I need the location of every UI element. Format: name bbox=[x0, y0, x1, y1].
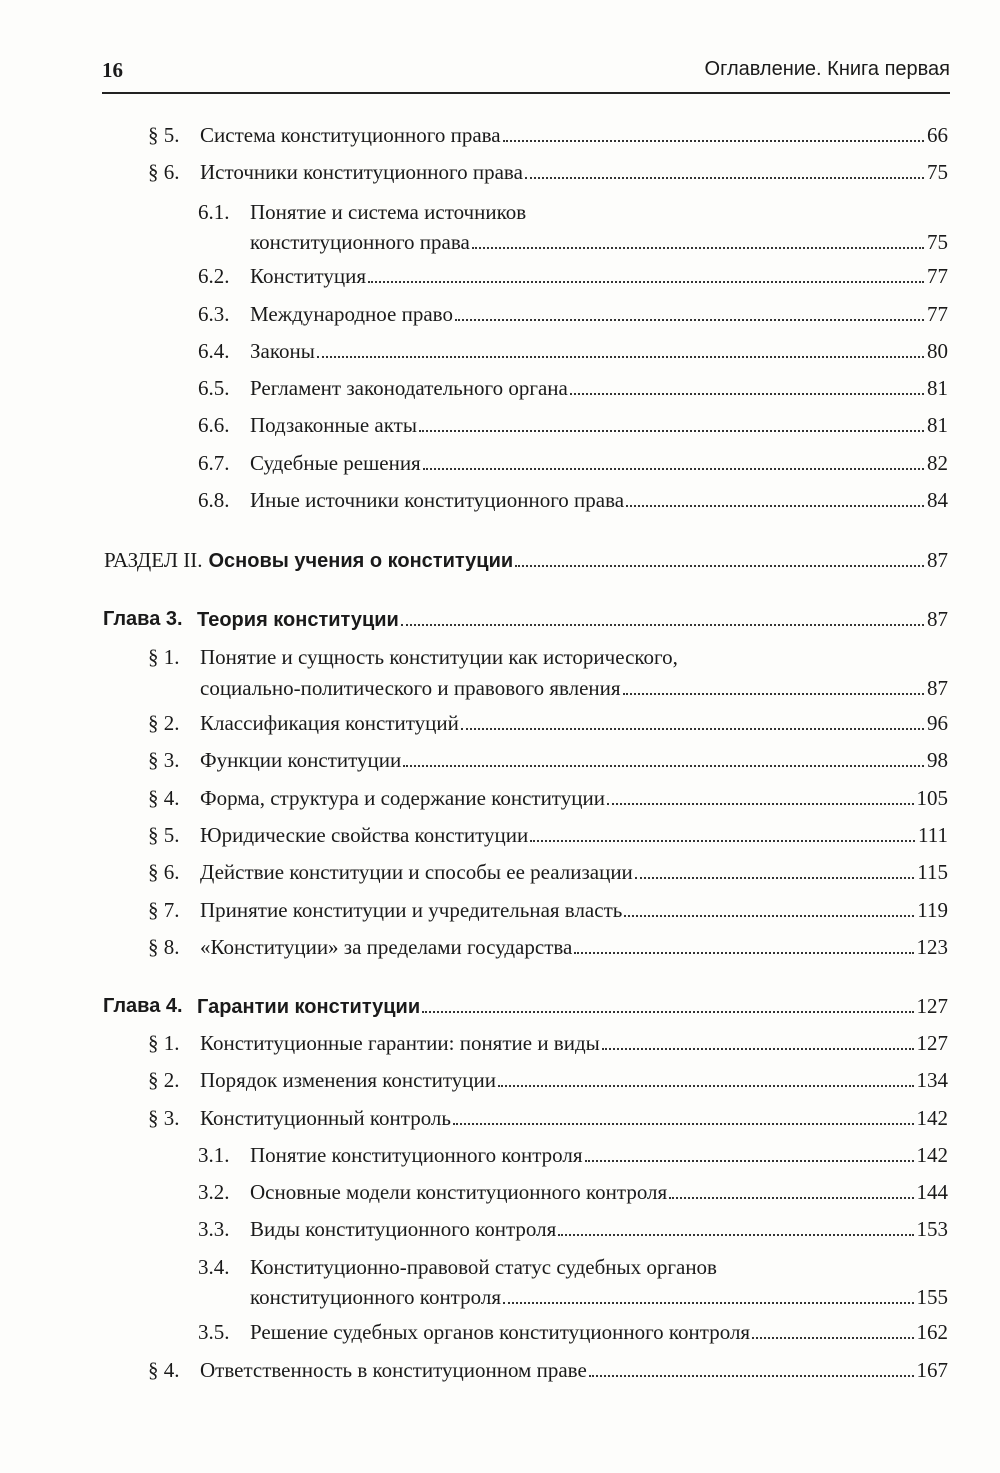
dot-leader bbox=[461, 728, 924, 730]
toc-entry-title: Подзаконные акты bbox=[250, 413, 417, 437]
toc-entry-number: § 1. bbox=[148, 645, 180, 669]
dot-leader bbox=[530, 840, 915, 842]
toc-entry-title: Действие конституции и способы ее реализации bbox=[200, 860, 633, 884]
toc-entry-page: 115 bbox=[917, 860, 948, 884]
toc-entry-title: Понятие конституционного контроля bbox=[250, 1143, 583, 1167]
dot-leader bbox=[585, 1160, 914, 1162]
toc-entry-title: Регламент законодательного органа bbox=[250, 376, 568, 400]
toc-entry-title-line1: Понятие и сущность конституции как исторического, bbox=[200, 645, 678, 669]
toc-entry-page: 81 bbox=[927, 413, 948, 437]
dot-leader bbox=[317, 356, 924, 358]
toc-entry-number: 6.6. bbox=[198, 413, 230, 437]
dot-leader bbox=[752, 1337, 913, 1339]
dot-leader bbox=[669, 1197, 913, 1199]
toc-entry-page: 153 bbox=[916, 1217, 948, 1241]
toc-chapter-entry[interactable] bbox=[103, 605, 948, 634]
toc-entry-page: 167 bbox=[916, 1358, 948, 1382]
dot-leader bbox=[472, 247, 924, 249]
toc-entry[interactable] bbox=[198, 262, 948, 290]
toc-entry-title: Решение судебных органов конституционного контроля bbox=[250, 1320, 751, 1344]
toc-entry-number: § 4. bbox=[148, 786, 180, 810]
toc-entry-title: Юридические свойства конституции bbox=[200, 823, 529, 847]
toc-entry[interactable] bbox=[148, 1029, 948, 1057]
toc-entry[interactable] bbox=[148, 643, 948, 702]
toc-entry[interactable] bbox=[198, 411, 948, 439]
toc-entry[interactable] bbox=[148, 1104, 948, 1132]
toc-entry[interactable] bbox=[148, 121, 948, 149]
toc-entry-page: 96 bbox=[927, 711, 948, 735]
toc-entry[interactable] bbox=[198, 1141, 948, 1169]
toc-entry-page: 142 bbox=[916, 1143, 948, 1167]
toc-entry[interactable] bbox=[148, 821, 948, 849]
dot-leader bbox=[574, 952, 913, 954]
dot-leader bbox=[423, 468, 924, 470]
toc-entry[interactable] bbox=[198, 198, 948, 256]
dot-leader bbox=[503, 140, 924, 142]
toc-entry[interactable] bbox=[198, 449, 948, 477]
toc-entry-number: § 5. bbox=[148, 123, 180, 147]
toc-entry-page: 134 bbox=[916, 1068, 948, 1092]
toc-entry-title: Источники конституционного права bbox=[200, 160, 523, 184]
dot-leader bbox=[570, 393, 924, 395]
toc-entry-page: 155 bbox=[916, 1285, 948, 1309]
toc-entry-page: 82 bbox=[927, 451, 948, 475]
toc-entry-number: § 7. bbox=[148, 898, 180, 922]
toc-entry-page: 87 bbox=[927, 607, 948, 631]
toc-entry-page: 87 bbox=[927, 548, 948, 572]
toc-entry-title: Законы bbox=[250, 339, 315, 363]
toc-entry[interactable] bbox=[198, 486, 948, 514]
toc-entry[interactable] bbox=[148, 1356, 948, 1384]
toc-entry[interactable] bbox=[148, 1066, 948, 1094]
dot-leader bbox=[453, 1123, 914, 1125]
toc-entry-number: § 6. bbox=[148, 860, 180, 884]
toc-entry-page: 105 bbox=[916, 786, 948, 810]
dot-leader bbox=[623, 693, 924, 695]
toc-entry-number: 3.2. bbox=[198, 1180, 230, 1204]
dot-leader bbox=[589, 1375, 914, 1377]
toc-entry[interactable] bbox=[148, 858, 948, 886]
toc-entry[interactable] bbox=[148, 784, 948, 812]
toc-entry-title: Международное право bbox=[250, 302, 453, 326]
toc-entry-number: Глава 4. bbox=[103, 995, 183, 1017]
dot-leader bbox=[455, 319, 924, 321]
toc-entry-title: Гарантии конституции bbox=[197, 996, 421, 1018]
toc-entry-number: § 2. bbox=[148, 711, 180, 735]
toc-entry-title: Основы учения о конституции bbox=[208, 550, 514, 572]
toc-entry-page: 142 bbox=[916, 1106, 948, 1130]
toc-entry-number: 3.1. bbox=[198, 1143, 230, 1167]
toc-entry-number: 6.3. bbox=[198, 302, 230, 326]
toc-entry-page: 111 bbox=[918, 823, 948, 847]
toc-entry-page: 80 bbox=[927, 339, 948, 363]
toc-section-prefix: РАЗДЕЛ II. bbox=[104, 548, 203, 572]
toc-entry-title: Функции конституции bbox=[200, 748, 402, 772]
dot-leader bbox=[401, 624, 924, 626]
toc-entry[interactable] bbox=[198, 1253, 948, 1311]
toc-entry-number: § 6. bbox=[148, 160, 180, 184]
toc-entry-title: Принятие конституции и учредительная власть bbox=[200, 898, 623, 922]
toc-entry-number: 6.7. bbox=[198, 451, 230, 475]
toc-entry-page: 98 bbox=[927, 748, 948, 772]
toc-entry-title-line1: Понятие и система источников bbox=[250, 200, 527, 224]
dot-leader bbox=[503, 1302, 914, 1304]
dot-leader bbox=[422, 1011, 913, 1013]
toc-entry-number: 6.4. bbox=[198, 339, 230, 363]
toc-entry-title: Форма, структура и содержание конституции bbox=[200, 786, 605, 810]
toc-entry-number: 3.3. bbox=[198, 1217, 230, 1241]
toc-entry-page: 84 bbox=[927, 488, 948, 512]
toc-entry-page: 119 bbox=[917, 898, 948, 922]
toc-entry-page: 77 bbox=[927, 302, 948, 326]
toc-entry-page: 123 bbox=[916, 935, 948, 959]
toc-entry-page: 77 bbox=[927, 264, 948, 288]
toc-entry-title-line1: Конституционно-правовой статус судебных органов bbox=[250, 1255, 717, 1279]
toc-entry-number: 6.5. bbox=[198, 376, 230, 400]
toc-entry[interactable] bbox=[148, 158, 948, 186]
toc-entry-number: 3.4. bbox=[198, 1255, 230, 1279]
toc-entry-number: § 8. bbox=[148, 935, 180, 959]
toc-entry-title: конституционного права bbox=[250, 230, 470, 254]
toc-entry-number: § 1. bbox=[148, 1031, 180, 1055]
toc-entry-number: § 3. bbox=[148, 748, 180, 772]
toc-entry[interactable] bbox=[198, 1318, 948, 1346]
toc-entry[interactable] bbox=[148, 896, 948, 924]
toc-entry[interactable] bbox=[198, 1178, 948, 1206]
toc-entry-title: Конституционный контроль bbox=[200, 1106, 451, 1130]
dot-leader bbox=[525, 177, 924, 179]
toc-entry-title: Классификация конституций bbox=[200, 711, 459, 735]
toc-entry-title: Теория конституции bbox=[197, 609, 399, 631]
dot-leader bbox=[626, 505, 924, 507]
toc-entry-title: Основные модели конституционного контроля bbox=[250, 1180, 668, 1204]
toc-entry-number: 6.2. bbox=[198, 264, 230, 288]
toc-entry[interactable] bbox=[198, 300, 948, 328]
dot-leader bbox=[558, 1234, 913, 1236]
dot-leader bbox=[635, 877, 914, 879]
dot-leader bbox=[515, 565, 924, 567]
toc-entry-title: Порядок изменения конституции bbox=[200, 1068, 496, 1092]
toc-entry-page: 75 bbox=[927, 160, 948, 184]
toc-entry-title: Конституция bbox=[250, 264, 366, 288]
toc-entry[interactable] bbox=[148, 933, 948, 961]
toc-section-entry[interactable] bbox=[104, 546, 948, 575]
toc-entry-number: 3.5. bbox=[198, 1320, 230, 1344]
toc-entry-number: § 4. bbox=[148, 1358, 180, 1382]
toc-entry-title: Система конституционного права bbox=[200, 123, 501, 147]
toc-entry-page: 75 bbox=[927, 230, 948, 254]
toc-entry-number: § 5. bbox=[148, 823, 180, 847]
toc-entry-page: 127 bbox=[916, 994, 948, 1018]
toc-entry[interactable] bbox=[198, 1215, 948, 1243]
toc-entry-page: 144 bbox=[916, 1180, 948, 1204]
toc-entry-page: 81 bbox=[927, 376, 948, 400]
dot-leader bbox=[498, 1085, 914, 1087]
toc-entry-number: 6.8. bbox=[198, 488, 230, 512]
toc-entry-number: § 3. bbox=[148, 1106, 180, 1130]
toc-entry-number: Глава 3. bbox=[103, 608, 183, 630]
toc-entry-title: «Конституции» за пределами государства bbox=[200, 935, 573, 959]
toc-entry-title: Виды конституционного контроля bbox=[250, 1217, 557, 1241]
toc-entry[interactable] bbox=[198, 374, 948, 402]
toc-entry[interactable] bbox=[148, 709, 948, 737]
toc-entry-number: 6.1. bbox=[198, 200, 230, 224]
dot-leader bbox=[602, 1048, 914, 1050]
toc-entry-title: Иные источники конституционного права bbox=[250, 488, 625, 512]
dot-leader bbox=[607, 803, 914, 805]
dot-leader bbox=[403, 765, 924, 767]
toc-entry-number: § 2. bbox=[148, 1068, 180, 1092]
toc-entry-page: 66 bbox=[927, 123, 948, 147]
toc-chapter-entry[interactable] bbox=[103, 992, 948, 1021]
toc-entry-title: конституционного контроля bbox=[250, 1285, 501, 1309]
toc-entry-title: Судебные решения bbox=[250, 451, 421, 475]
running-head: Оглавление. Книга первая bbox=[704, 58, 950, 80]
toc-entry-title: социально-политического и правового явления bbox=[200, 676, 621, 700]
toc-entry-page: 87 bbox=[927, 676, 948, 700]
page-number: 16 bbox=[102, 58, 123, 82]
dot-leader bbox=[624, 915, 914, 917]
toc-entry-page: 162 bbox=[916, 1320, 948, 1344]
dot-leader bbox=[368, 281, 924, 283]
toc-entry[interactable] bbox=[198, 337, 948, 365]
toc-entry-title: Ответственность в конституционном праве bbox=[200, 1358, 587, 1382]
toc-entry-title: Конституционные гарантии: понятие и виды bbox=[200, 1031, 600, 1055]
toc-entry-page: 127 bbox=[916, 1031, 948, 1055]
dot-leader bbox=[419, 430, 924, 432]
toc-entry[interactable] bbox=[148, 746, 948, 774]
